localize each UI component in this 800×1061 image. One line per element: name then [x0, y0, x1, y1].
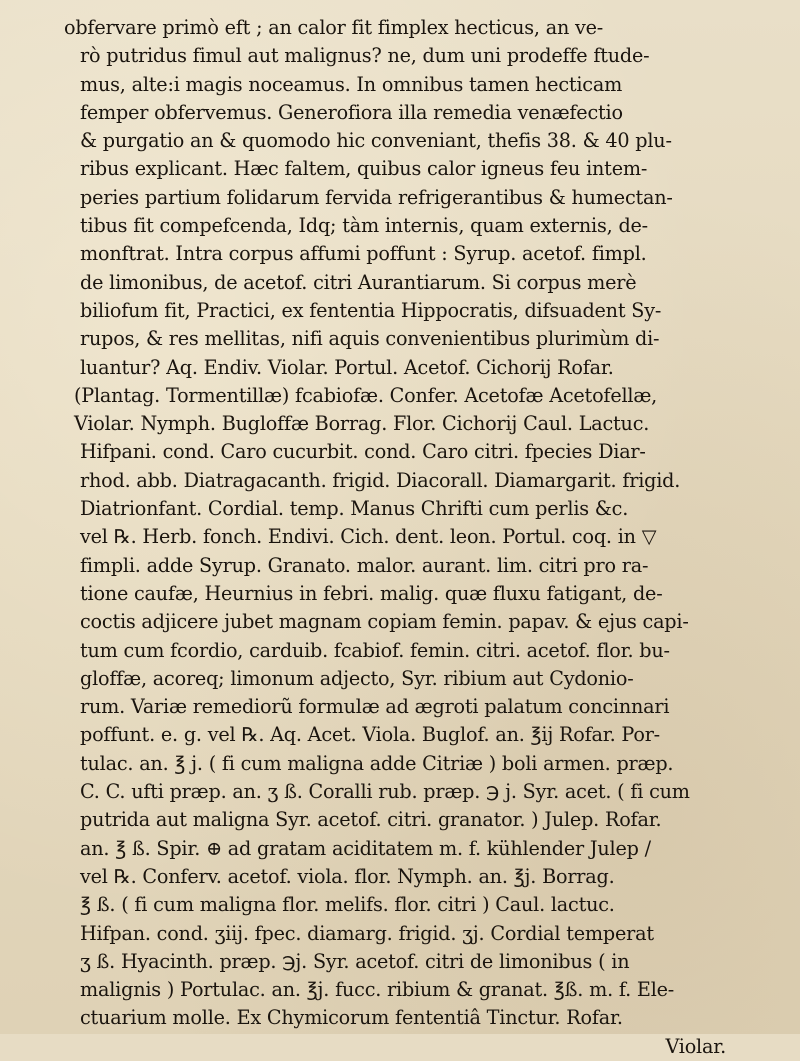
- text-line: tibus fit compefcenda, Idq; tàm internis, quam externis, de-: [80, 214, 648, 238]
- text-line: (Plantag. Tormentillæ) fcabiofæ. Confer. Acetofæ Acetofellæ,: [74, 383, 658, 407]
- text-line: malignis ) Portulac. an. ℥j. fucc. ribium & granat. ℥ß. m. f. Ele-: [80, 978, 675, 1002]
- catchword: Violar.: [665, 1034, 726, 1058]
- text-line: ribus explicant. Hæc faltem, quibus calor igneus feu intem-: [80, 157, 648, 181]
- text-line: monftrat. Intra corpus affumi poffunt : Syrup. acetof. fimpl.: [80, 242, 647, 266]
- text-line: de limonibus, de acetof. citri Aurantiarum. Si corpus merè: [80, 270, 637, 294]
- text-line: ctuarium molle. Ex Chymicorum fententiâ Tinctur. Rofar.: [80, 1006, 623, 1030]
- text-line: rhod. abb. Diatragacanth. frigid. Diacorall. Diamargarit. frigid.: [80, 468, 681, 492]
- text-line: rò putridus fimul aut malignus? ne, dum uni prodeffe ftude-: [80, 44, 650, 68]
- text-line: Hifpani. cond. Caro cucurbit. cond. Caro citri. fpecies Diar-: [80, 440, 646, 464]
- text-line: poffunt. e. g. vel ℞. Aq. Acet. Viola. Buglof. an. ℥ij Rofar. Por-: [80, 723, 660, 747]
- text-line: Diatrionfant. Cordial. temp. Manus Chrifti cum perlis &c.: [80, 497, 629, 521]
- text-line: Violar. Nymph. Bugloffæ Borrag. Flor. Cichorij Caul. Lactuc.: [74, 412, 650, 436]
- text-line: obfervare primò eft ; an calor fit fimplex hecticus, an ve-: [64, 16, 604, 39]
- text-line: luantur? Aq. Endiv. Violar. Portul. Acetof. Cichorij Rofar.: [80, 355, 614, 379]
- text-line: coctis adjicere jubet magnam copiam femin. papav. & ejus capi-: [80, 610, 689, 634]
- text-line: rupos, & res mellitas, nifi aquis convenientibus plurimùm di-: [80, 327, 660, 351]
- text-line: tum cum fcordio, carduib. fcabiof. femin. citri. acetof. flor. bu-: [80, 638, 670, 662]
- page-text: [62, 14, 774, 1061]
- text-line: biliofum fit, Practici, ex fententia Hippocratis, difsuadent Sy-: [80, 298, 662, 322]
- text-line: an. ℥ ß. Spir. ⊕ ad gratam aciditatem m. f. kühlender Julep /: [80, 836, 651, 860]
- text-line: ℥ ß. ( fi cum maligna flor. melifs. flor. citri ) Caul. lactuc.: [80, 893, 615, 917]
- text-line: putrida aut maligna Syr. acetof. citri. granator. ) Julep. Rofar.: [80, 808, 662, 832]
- text-line: fimpli. adde Syrup. Granato. malor. aurant. lim. citri pro ra-: [80, 553, 649, 577]
- text-line: rum. Variæ remediorũ formulæ ad ægroti palatum concinnari: [80, 695, 670, 719]
- text-line: & purgatio an & quomodo hic conveniant, thefis 38. & 40 plu-: [80, 129, 672, 153]
- text-line: tione caufæ, Heurnius in febri. malig. quæ fluxu fatigant, de-: [80, 581, 663, 605]
- text-line: peries partium folidarum fervida refrigerantibus & humectan-: [80, 185, 673, 209]
- text-line: vel ℞. Herb. fonch. Endivi. Cich. dent. leon. Portul. coq. in ▽: [80, 525, 657, 549]
- text-line: femper obfervemus. Generofiora illa remedia venæfectio: [80, 100, 623, 124]
- text-line: tulac. an. ℥ j. ( fi cum maligna adde Citriæ ) boli armen. præp.: [80, 751, 674, 775]
- text-line: ʒ ß. Hyacinth. præp. ℈j. Syr. acetof. citri de limonibus ( in: [80, 949, 630, 973]
- text-line: mus, alte:i magis noceamus. In omnibus tamen hecticam: [80, 72, 623, 96]
- text-line: C. C. ufti præp. an. ʒ ß. Coralli rub. præp. ℈ j. Syr. acet. ( fi cum: [80, 780, 690, 804]
- text-line: gloffæ, acoreq; limonum adjecto, Syr. ribium aut Cydonio-: [80, 666, 634, 690]
- text-line: vel ℞. Conferv. acetof. viola. flor. Nymph. an. ℥j. Borrag.: [80, 864, 615, 888]
- text-line: Hifpan. cond. ʒiij. fpec. diamarg. frigid. ʒj. Cordial temperat: [80, 921, 654, 945]
